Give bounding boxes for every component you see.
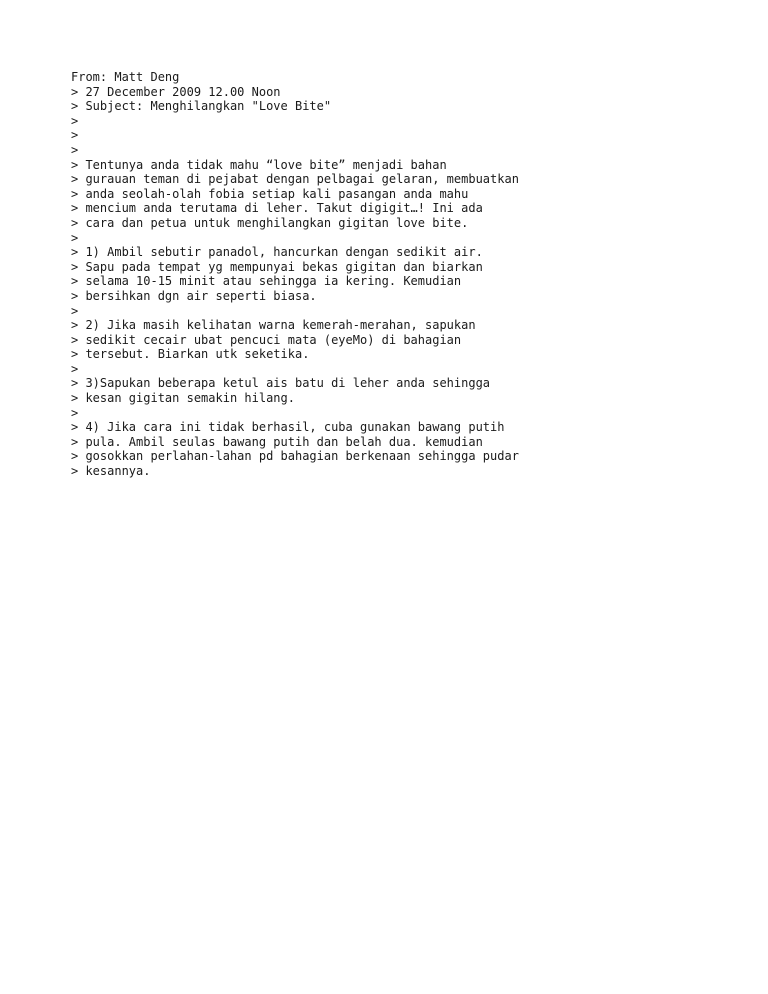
quote-line: > (71, 361, 79, 376)
body-text-line: > Sapu pada tempat yg mempunyai bekas gigitan dan biarkan (71, 259, 483, 274)
body-text-line: > bersihkan dgn air seperti biasa. (71, 288, 317, 303)
email-date-line: > 27 December 2009 12.00 Noon (71, 84, 281, 99)
body-text-line: > sedikit cecair ubat pencuci mata (eyeMo) di bahagian (71, 332, 462, 347)
quote-line: > (71, 303, 79, 318)
body-text-line: > gurauan teman di pejabat dengan pelbagai gelaran, membuatkan (71, 172, 519, 187)
quote-line: > (71, 113, 79, 128)
body-text-line: > pula. Ambil seulas bawang putih dan belah dua. kemudian (71, 434, 483, 449)
body-text-line: > gosokkan perlahan-lahan pd bahagian berkenaan sehingga pudar (71, 449, 519, 464)
quote-line: > (71, 142, 79, 157)
body-text-line: > cara dan petua untuk menghilangkan gigitan love bite. (71, 215, 469, 230)
body-text-line: > kesannya. (71, 464, 151, 479)
body-text-line: > 1) Ambil sebutir panadol, hancurkan dengan sedikit air. (71, 245, 483, 260)
body-text-line: > kesan gigitan semakin hilang. (71, 391, 295, 406)
body-text-line: > 3)Sapukan beberapa ketul ais batu di leher anda sehingga (71, 376, 491, 391)
body-text-line: > tersebut. Biarkan utk seketika. (71, 347, 310, 362)
body-text-line: > anda seolah-olah fobia setiap kali pasangan anda mahu (71, 186, 469, 201)
quote-line: > (71, 230, 79, 245)
body-text-line: > 4) Jika cara ini tidak berhasil, cuba gunakan bawang putih (71, 420, 505, 435)
body-text-line: > 2) Jika masih kelihatan warna kemerah-merahan, sapukan (71, 318, 476, 333)
body-text-line: > Tentunya anda tidak mahu “love bite” menjadi bahan (71, 157, 447, 172)
email-from-line: From: Matt Deng (71, 70, 180, 84)
quote-line: > (71, 405, 79, 420)
email-subject-line: > Subject: Menghilangkan "Love Bite" (71, 99, 332, 114)
email-document (71, 70, 751, 479)
body-text-line: > mencium anda terutama di leher. Takut digigit…! Ini ada (71, 201, 483, 216)
body-text-line: > selama 10-15 minit atau sehingga ia kering. Kemudian (71, 274, 462, 289)
quote-line: > (71, 128, 79, 143)
